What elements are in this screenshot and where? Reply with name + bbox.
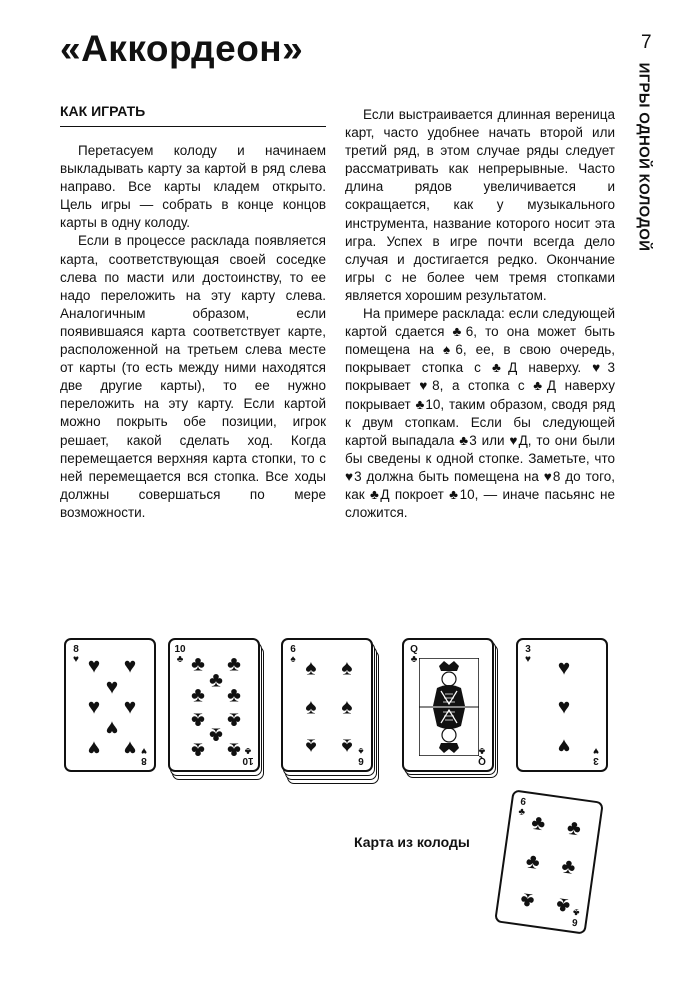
clubs-pip-icon: ♣ (227, 683, 241, 707)
clubs-pip-icon: ♣ (191, 683, 205, 707)
clubs-pip-icon: ♣ (191, 738, 205, 762)
spades-pip-icon: ♠ (305, 695, 317, 719)
running-head (622, 62, 666, 252)
card-index-bottom (355, 745, 367, 765)
hearts-icon: ♥ (73, 654, 79, 665)
spades-pip-icon: ♠ (341, 656, 353, 680)
hearts-pip-icon: ♥ (87, 695, 101, 719)
card-index-top (522, 645, 534, 665)
clubs-pip-icon: ♣ (191, 652, 205, 676)
clubs-icon: ♣ (244, 745, 252, 756)
card-rank: 10 (242, 755, 254, 766)
clubs-pip-icon: ♣ (554, 893, 572, 918)
clubs-icon: ♣ (572, 905, 581, 918)
clubs-pip-icon: ♣ (191, 708, 205, 732)
queen-portrait-icon (419, 658, 479, 756)
paragraph: Если в процессе расклада появляется карта, соответствующая своей соседке слева по масти или достоинству, то ее надо переложить на эту карту слева. Аналогичным образом, если появившаяся карта соответствует карте, расположенной на третьем слева месте от карты (то есть между ними находятся две другие карты), то ее нужно переложить на эту карту. Если картой можно покрыть обе позиции, игрок решает, какой сделать ход. Когда перемещается верхняя карта стопки, то с ней перемещается вся стопка. Все ходы должны совершаться по мере возможности. (60, 233, 326, 520)
running-head-text: ИГРЫ ОДНОЙ КОЛОДОЙ (635, 62, 653, 252)
left-column (60, 142, 326, 522)
card-rank: Q (410, 644, 418, 655)
card-index-bottom (568, 906, 583, 927)
spades-pip-icon: ♠ (305, 656, 317, 680)
clubs-pip-icon: ♣ (565, 815, 583, 841)
clubs-icon: ♣ (410, 654, 418, 665)
card-index-top (174, 645, 186, 665)
hearts-pip-icon: ♥ (105, 716, 119, 740)
clubs-pip-icon: ♣ (227, 708, 241, 732)
paragraph: Если выстраивается длинная вереница карт, часто удобнее начать второй или третий ряд, в этом случае ряды следует рассматривать как непрерывные. Часто длина рядов увеличивается и сокращается, как у музыкального инструмента, название которого носит эта игра. Успех в игре почти всегда дело случая и достигается редко. Окончание игры с не более чем тремя стопками является хорошим результатом. (345, 107, 615, 303)
clubs-pip-icon: ♣ (524, 849, 542, 875)
clubs-pip-icon: ♣ (560, 854, 577, 880)
card-rank: 6 (290, 644, 296, 655)
clubs-pip-icon: ♣ (519, 888, 536, 913)
card-rank: 10 (174, 644, 186, 655)
spades-pip-icon: ♠ (341, 734, 353, 758)
clubs-icon: ♣ (517, 806, 526, 819)
card-8-hearts (64, 638, 156, 772)
card-index-bottom (242, 745, 254, 765)
hearts-pip-icon: ♥ (557, 695, 571, 719)
card-6-spades (281, 638, 373, 772)
page-title: «Аккордеон» (60, 28, 304, 69)
clubs-pip-icon: ♣ (209, 668, 223, 692)
card-index-top (515, 797, 530, 818)
hearts-pip-icon: ♥ (123, 695, 137, 719)
paragraph: Перетасуем колоду и начинаем выкладывать карту за картой в ряд слева направо. Все карты кладем открыто. Цель игры — собрать в конце концов карты в одну колоду. (60, 143, 326, 231)
card-10-clubs (168, 638, 260, 772)
heading-rule (60, 126, 326, 127)
card-rank: 6 (358, 755, 364, 766)
deck-card-6-clubs (494, 789, 604, 934)
clubs-pip-icon: ♣ (227, 652, 241, 676)
card-index-top (287, 645, 299, 665)
section-heading: КАК ИГРАТЬ (60, 103, 146, 119)
hearts-pip-icon: ♥ (105, 675, 119, 699)
card-index-bottom (138, 745, 150, 765)
card-index-bottom (476, 745, 488, 765)
clubs-pip-icon: ♣ (209, 723, 223, 747)
card-rank: 6 (571, 915, 579, 928)
hearts-pip-icon: ♥ (87, 654, 101, 678)
clubs-icon: ♣ (176, 654, 184, 665)
spades-icon: ♠ (358, 745, 364, 756)
hearts-pip-icon: ♥ (123, 736, 137, 760)
card-rank: 8 (141, 755, 147, 766)
right-column (345, 106, 615, 522)
card-index-top (70, 645, 82, 665)
clubs-pip-icon: ♣ (529, 810, 547, 836)
card-index-top (408, 645, 420, 665)
hearts-pip-icon: ♥ (87, 736, 101, 760)
hearts-icon: ♥ (525, 654, 531, 665)
card-rank: 8 (73, 644, 79, 655)
card-rank: Q (478, 755, 486, 766)
card-3-hearts (516, 638, 608, 772)
hearts-pip-icon: ♥ (123, 654, 137, 678)
card-rank: 3 (593, 755, 599, 766)
spades-pip-icon: ♠ (305, 734, 317, 758)
paragraph: На примере расклада: если следующей картой сдается ♣6, то она может быть помещена на ♠6, ее, в свою очередь, покрывает стопка с ♣Д наверху. ♥3 покрывает ♥8, а стопка с ♣Д наверху покрывает ♣10, таким образом, сводя ряд к двум стопкам. Если бы следующей картой выпадала ♣3 или ♥Д, то они были бы сведены к одной стопке. Заметьте, что ♥3 должна быть помещена на ♥8 до того, как ♣Д покроет ♣10, — иначе пасьянс не сложится. (345, 306, 615, 521)
page-number: 7 (641, 32, 652, 53)
card-queen-clubs (402, 638, 494, 772)
spades-pip-icon: ♠ (341, 695, 353, 719)
card-rank: 3 (525, 644, 531, 655)
hearts-pip-icon: ♥ (557, 656, 571, 680)
hearts-icon: ♥ (593, 745, 599, 756)
hearts-icon: ♥ (141, 745, 147, 756)
clubs-pip-icon: ♣ (227, 738, 241, 762)
figure-caption: Карта из колоды (354, 834, 470, 850)
clubs-icon: ♣ (478, 745, 486, 756)
card-rank: 6 (519, 796, 527, 809)
card-index-bottom (590, 745, 602, 765)
hearts-pip-icon: ♥ (557, 734, 571, 758)
spades-icon: ♠ (290, 654, 296, 665)
